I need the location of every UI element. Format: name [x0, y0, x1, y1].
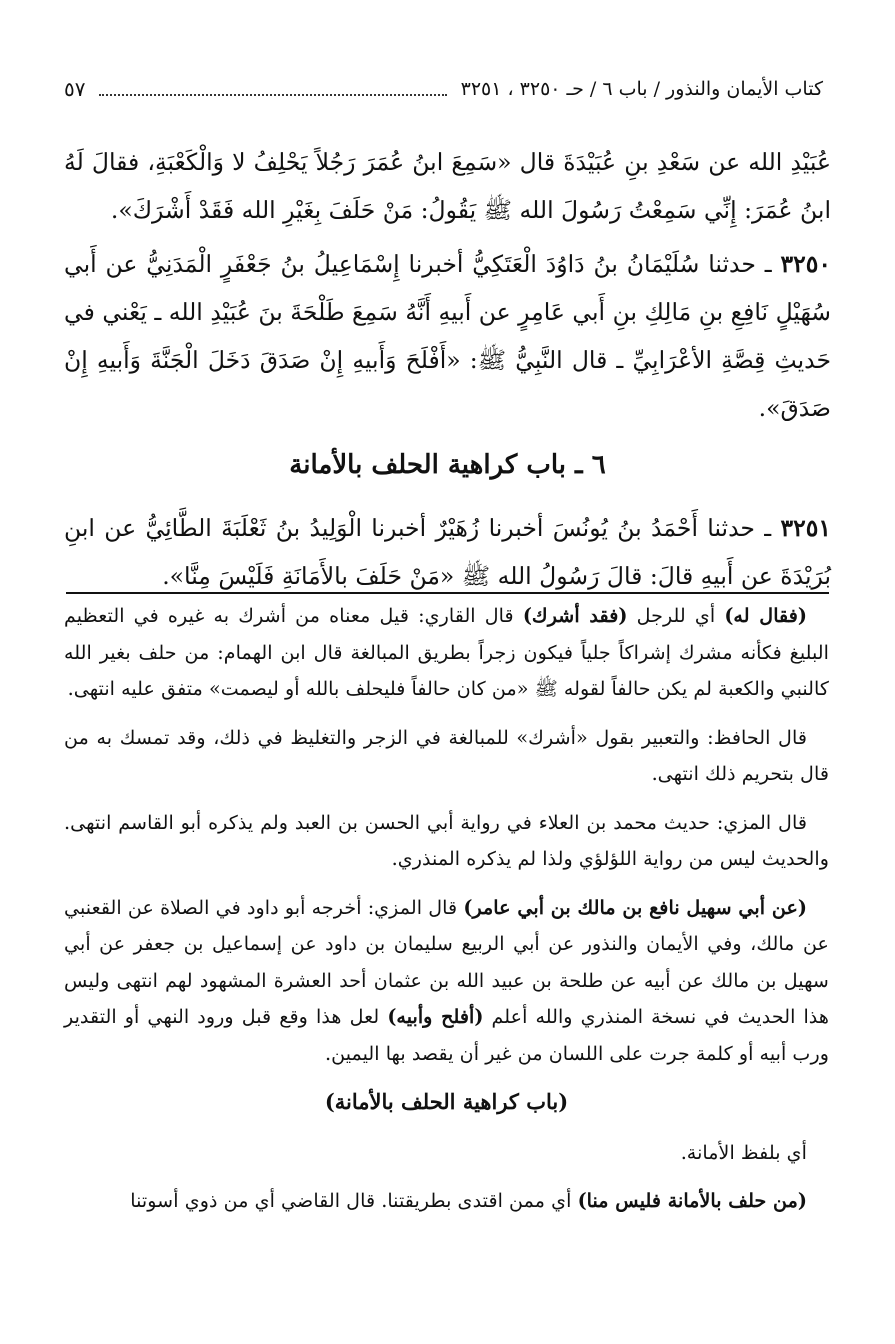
hadith-3250	[64, 240, 831, 432]
hadith-number: ٣٢٥١	[780, 514, 831, 542]
commentary-paragraph: قال المزي: حديث محمد بن العلاء في رواية أبي الحسن بن العبد ولم يذكره أبو القاسم انتهى. والحديث ليس من رواية اللؤلؤي ولذا لم يذكره المنذري.	[64, 810, 829, 870]
quoted-phrase: (من حلف بالأمانة فليس منا)	[577, 1189, 807, 1212]
running-header	[64, 72, 823, 106]
commentary-paragraph	[64, 1183, 829, 1220]
commentary	[64, 598, 829, 1232]
leader-dots	[99, 94, 446, 96]
quoted-phrase: (فقد أشرك)	[522, 604, 628, 627]
quoted-phrase: (أفلح وأبيه)	[387, 1005, 484, 1028]
commentary-heading: (باب كراهية الحلف بالأمانة)	[324, 1089, 569, 1114]
commentary-text: قال القاري: قيل معناه من أشرك به غيره في التعظيم البليغ فكأنه مشرك إشراكاً جلياً فيكون زجراً بطريق المبالغة قال ابن الهمام: من حلف بغير الله كالنبي والكعبة لم يكن حالفاً لقوله ﷺ «من كان حالفاً فليحلف بالله أو ليصمت» متفق عليه انتهى.	[64, 604, 829, 700]
footnote-divider	[66, 592, 829, 594]
commentary-text: لعل هذا وقع قبل ورود النهي أو التقدير ورب أبيه أو كلمة جرت على اللسان من غير أن يقصد بها اليمين.	[64, 1005, 829, 1065]
commentary-paragraph	[64, 890, 829, 1073]
chapter-heading: ٦ ـ باب كراهية الحلف بالأمانة	[289, 450, 606, 480]
hadith-text: ـ حدثنا سُلَيْمَانُ بنُ دَاوُدَ الْعَتَكِيُّ أخبرنا إِسْمَاعِيلُ بنُ جَعْفَرٍ الْمَدَنِيُّ عن أَبي سُهَيْلٍ نَافِعِ بنِ مَالِكِ بنِ أَبي عَامِرٍ عن أَبيهِ أَنَّهُ سَمِعَ طَلْحَةَ بنَ عُبَيْدِ الله ـ يَعْني في حَديثِ قِصَّةِ الأعْرَابِيِّ ـ قال النَّبِيُّ ﷺ: «أَفْلَحَ وَأَبيهِ إِنْ صَدَقَ دَخَلَ الْجَنَّةَ وَأَبيهِ إِنْ صَدَقَ».	[64, 250, 831, 422]
hadith-text: ـ حدثنا أَحْمَدُ بنُ يُونُسَ أخبرنا زُهَيْرٌ أخبرنا الْوَلِيدُ بنُ ثَعْلَبَةَ الطَّائِيُّ عن ابنِ بُرَيْدَةَ عن أَبيهِ قالَ: قالَ رَسُولُ الله ﷺ «مَنْ حَلَفَ بالأَمَانَةِ فَلَيْسَ مِنَّا».	[64, 514, 831, 590]
commentary-paragraph: قال الحافظ: والتعبير بقول «أشرك» للمبالغة في الزجر والتغليظ في ذلك، وقد تمسك به من قال بتحريم ذلك انتهى.	[64, 725, 829, 785]
commentary-text: أي ممن اقتدى بطريقتنا. قال القاضي أي من ذوي أسوتنا	[130, 1189, 578, 1212]
running-title: كتاب الأيمان والنذور / باب ٦ / حـ ٣٢٥٠ ، ٣٢٥١	[460, 78, 823, 100]
main-text	[64, 138, 831, 600]
quoted-phrase: (عن أبي سهيل نافع بن مالك بن أبي عامر)	[463, 895, 807, 919]
commentary-paragraph: أي بلفظ الأمانة.	[680, 1140, 807, 1164]
commentary-text: قال المزي: أخرجه أبو داود في الصلاة عن القعنبي عن مالك، وفي الأيمان والنذور عن أبي الربيع سليمان بن داود عن إسماعيل بن جعفر عن أبي سهيل بن مالك عن أبيه عن طلحة بن عبيد الله بن عثمان أحد العشرة المشهود لهم انتهى وليس هذا الحديث في نسخة المنذري والله أعلم	[64, 895, 829, 1028]
commentary-text: أي للرجل	[627, 604, 725, 627]
quoted-phrase: (فقال له)	[724, 604, 807, 627]
commentary-paragraph	[64, 598, 829, 708]
hadith-number: ٣٢٥٠	[780, 250, 831, 278]
page-number: ٥٧	[64, 77, 86, 101]
hadith-continuation: عُبَيْدِ الله عن سَعْدِ بنِ عُبَيْدَةَ قال «سَمِعَ ابنُ عُمَرَ رَجُلاً يَحْلِفُ لا وَالْكَعْبَةِ، فقالَ لَهُ ابنُ عُمَرَ: إِنِّي سَمِعْتُ رَسُولَ الله ﷺ يَقُولُ: مَنْ حَلَفَ بِغَيْرِ الله فَقَدْ أَشْرَكَ».	[64, 148, 831, 224]
hadith-3251	[64, 504, 831, 600]
